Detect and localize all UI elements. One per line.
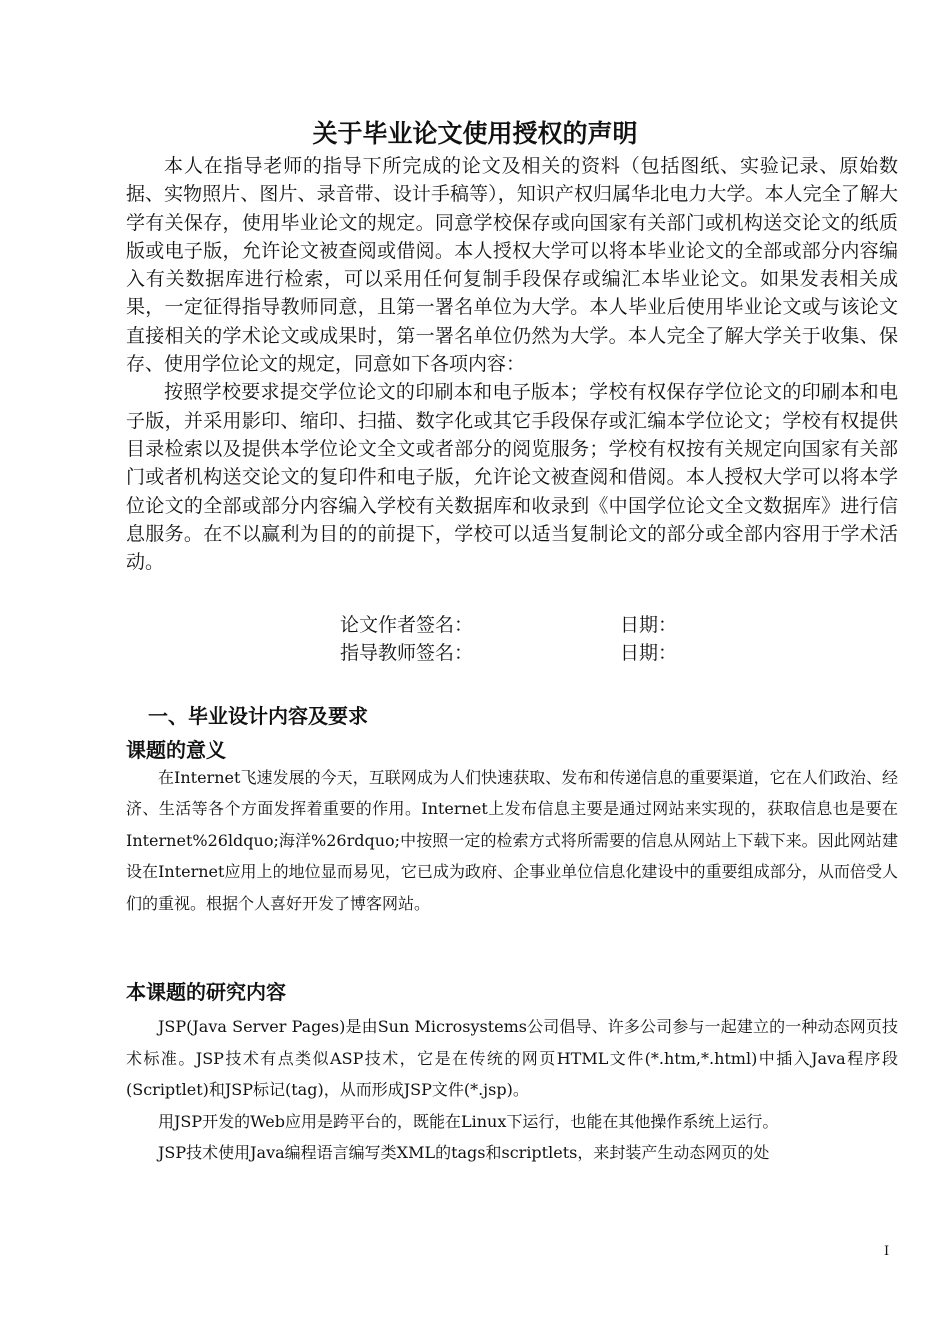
declaration-paragraph-2: 按照学校要求提交学位论文的印刷本和电子版本；学校有权保存学位论文的印刷本和电子版，并采用影印、缩印、扫描、数字化或其它手段保存或汇编本学位论文；学校有权提供目录检索以及提供本学位论文全文或者部分的阅览服务；学校有权按有关规定向国家有关部门或者机构送交论文的复印件和电子版，允许论文被查阅和借阅。本人授权大学可以将本学位论文的全部或部分内容编入学校有关数据库和收录到《中国学位论文全文数据库》进行信息服务。在不以赢利为目的的前提下，学校可以适当复制论文的部分或全部内容用于学术活动。	[126, 381, 898, 574]
research-paragraph-3: JSP技术使用Java编程语言编写类XML的tags和scriptlets，来封装产生动态网页的处	[158, 1143, 770, 1162]
advisor-signature-label: 指导教师签名：	[340, 642, 474, 664]
significance-paragraph: 在Internet飞速发展的今天，互联网成为人们快速获取、发布和传递信息的重要渠道，它在人们政治、经济、生活等各个方面发挥着重要的作用。Internet上发布信息主要是通过网站来实现的，获取信息也是要在Internet%26ldquo;海洋%26rdquo;中按照一定的检索方式将所需要的信息从网站上下载下来。因此网站建设在Internet应用上的地位显而易见，它已成为政府、企事业单位信息化建设中的重要组成部分，从而倍受人们的重视。根据个人喜好开发了博客网站。	[126, 768, 898, 913]
author-signature-row	[340, 611, 760, 639]
research-body	[126, 1011, 898, 1169]
significance-heading: 课题的意义	[126, 738, 226, 762]
declaration-title: 关于毕业论文使用授权的声明	[312, 119, 638, 148]
declaration-body	[126, 152, 898, 576]
advisor-date-label: 日期：	[620, 642, 678, 664]
research-paragraph-1: JSP(Java Server Pages)是由Sun Microsystems公司倡导、许多公司参与一起建立的一种动态网页技术标准。JSP技术有点类似ASP技术，它是在传统的网页HTML文件(*.htm,*.html)中插入Java程序段(Scriptlet)和JSP标记(tag)，从而形成JSP文件(*.jsp)。	[126, 1017, 898, 1099]
page-number: I	[884, 1244, 890, 1259]
author-date-label: 日期：	[620, 614, 678, 636]
section-heading: 一、毕业设计内容及要求	[148, 704, 368, 728]
research-heading: 本课题的研究内容	[126, 980, 286, 1004]
author-signature-label: 论文作者签名：	[340, 614, 474, 636]
advisor-signature-row	[340, 639, 760, 667]
significance-body	[126, 762, 898, 919]
declaration-paragraph-1: 本人在指导老师的指导下所完成的论文及相关的资料（包括图纸、实验记录、原始数据、实物照片、图片、录音带、设计手稿等），知识产权归属华北电力大学。本人完全了解大学有关保存，使用毕业论文的规定。同意学校保存或向国家有关部门或机构送交论文的纸质版或电子版，允许论文被查阅或借阅。本人授权大学可以将本毕业论文的全部或部分内容编入有关数据库进行检索，可以采用任何复制手段保存或编汇本毕业论文。如果发表相关成果，一定征得指导教师同意，且第一署名单位为大学。本人毕业后使用毕业论文或与该论文直接相关的学术论文或成果时，第一署名单位仍然为大学。本人完全了解大学关于收集、保存、使用学位论文的规定，同意如下各项内容：	[126, 155, 898, 376]
research-paragraph-2: 用JSP开发的Web应用是跨平台的，既能在Linux下运行，也能在其他操作系统上运行。	[158, 1111, 779, 1131]
